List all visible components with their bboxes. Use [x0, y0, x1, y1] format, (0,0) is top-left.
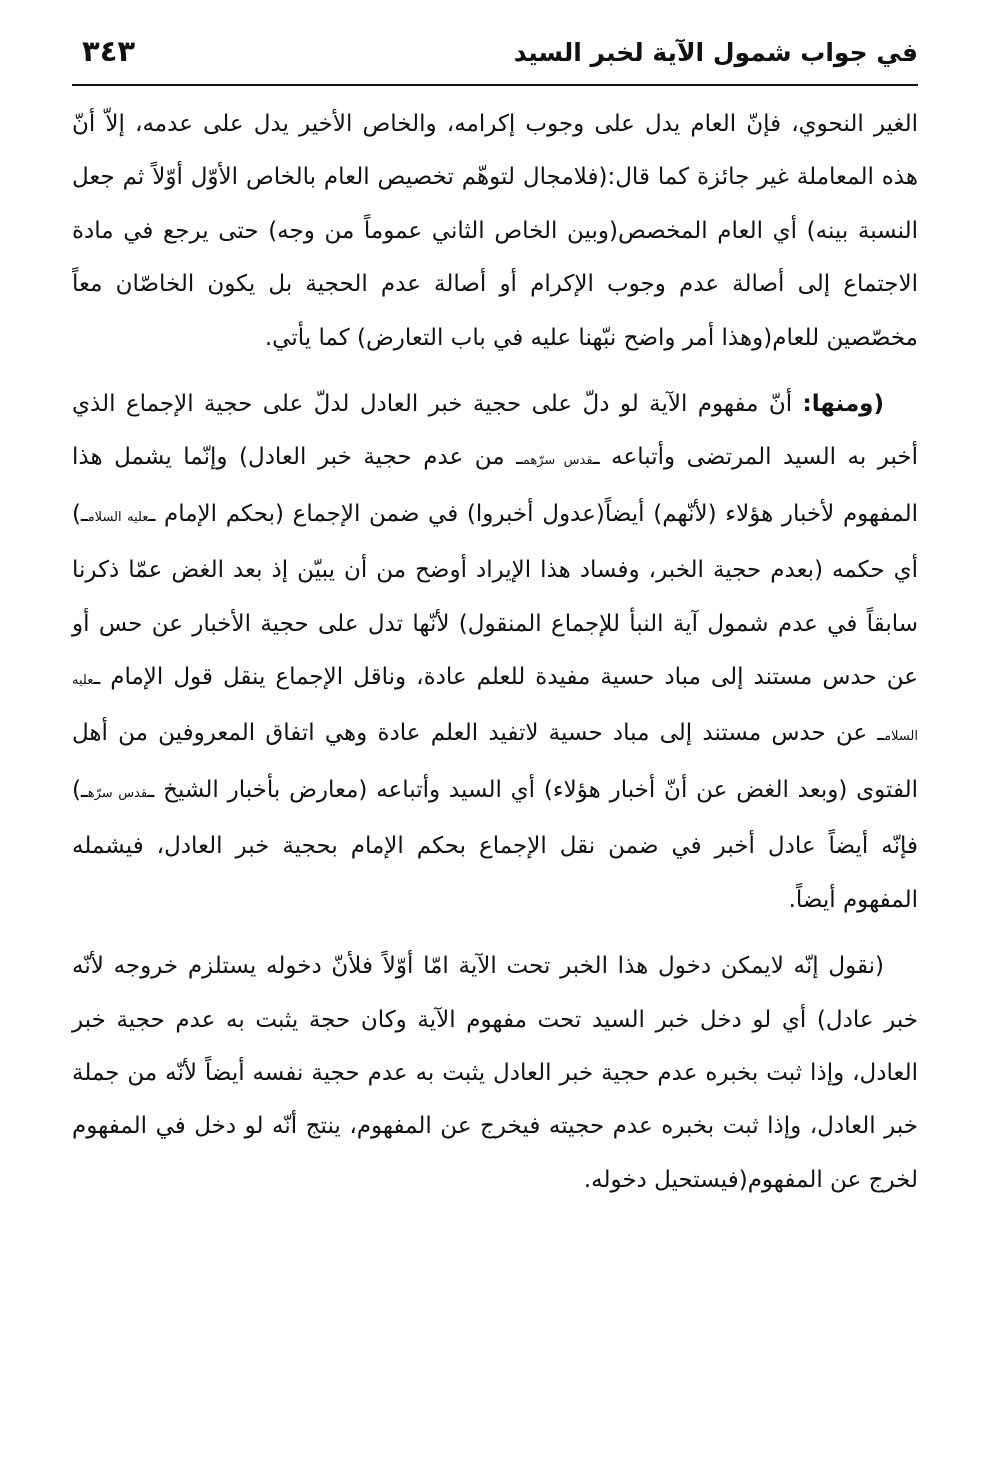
page-number: ٣٤٣	[82, 34, 136, 68]
paragraph-2-part2: ـ من عدم حجية خبر العادل) وإنّما يشمل هذا المفهوم لأخبار هؤلاء (لأنّهم) أيضاً(عدول أخبروا) في ضمن الإجماع (بحكم الإمام ـ	[72, 444, 918, 527]
honorific-3: عليه السلام	[72, 673, 918, 745]
paragraph-3-text: (نقول إنّه لايمكن دخول هذا الخبر تحت الآية امّا أوّلاً فلأنّ دخوله يستلزم خروجه لأنّه خبر عادل) أي لو دخل خبر السيد تحت مفهوم الآية وكان حجة يثبت به عدم حجية خبر العادل، وإذا ثبت بخبره عدم حجية خبر العادل يثبت به عدم حجية نفسه أيضاً لأنّه من جملة خبر العادل، وإذا ثبت بخبره عدم حجيته فيخرج عن المفهوم، ينتج أنّه لو دخل في المفهوم لخرج عن المفهوم(فيستحيل دخوله.	[72, 953, 918, 1193]
header-title: في جواب شمول الآية لخبر السيد	[513, 38, 918, 67]
paragraph-1	[72, 98, 918, 365]
paragraph-2-part3: ـ) أي حكمه (بعدم حجية الخبر، وفساد هذا الإيراد أوضح من أن يبيّن إذ بعد الغض عمّا ذكرنا سابقاً في عدم شمول آية النبأ للإجماع المنقول) لأنّها تدل على حجية الأخبار عن حس أو عن حدس مستند إلى مباد حسية مفيدة للعلم عادة، وناقل الإجماع ينقل قول الإمام ـ	[72, 500, 918, 691]
honorific-4: قدس سرّه	[87, 785, 148, 801]
body-text	[72, 98, 918, 1207]
paragraph-2-part5: ـ) فإنّه أيضاً عادل أخبر في ضمن نقل الإجماع بحكم الإمام بحجية خبر العادل، فيشمله المفهوم أيضاً.	[72, 776, 918, 913]
running-header	[72, 28, 918, 86]
paragraph-2-part4: ـ عن حدس مستند إلى مباد حسية لاتفيد العلم عادة وهي اتفاق المعروفين من أهل الفتوى (وبعد الغض عن أنّ أخبار هؤلاء) أي السيد وأتباعه (معارض بأخبار الشيخ ـ	[72, 720, 918, 803]
book-page	[72, 28, 918, 1438]
paragraph-1-text: الغير النحوي، فإنّ العام يدل على وجوب إكرامه، والخاص الأخير يدل على عدمه، إلاّ أنّ هذه المعاملة غير جائزة كما قال:(فلامجال لتوهّم تخصيص العام بالخاص الأوّل أوّلاً ثم جعل النسبة بينه) أي العام المخصص(وبين الخاص الثاني عموماً من وجه) حتى يرجع في مادة الاجتماع إلى أصالة عدم وجوب الإكرام أو أصالة عدم الحجية بل يكون الخاصّان معاً مخصّصين للعام(وهذا أمر واضح نبّهنا عليه في باب التعارض) كما يأتي.	[72, 111, 918, 351]
paragraph-2-part1: أنّ مفهوم الآية لو دلّ على حجية خبر العادل لدلّ على حجية الإجماع الذي أخبر به السيد المرتضى وأتباعه ـ	[72, 391, 918, 471]
paragraph-2-lead: (ومنها:	[802, 391, 884, 418]
paragraph-2	[72, 378, 918, 927]
honorific-2: عليه السلام	[87, 509, 149, 525]
paragraph-3	[72, 940, 918, 1207]
honorific-1: قدس سرّهم	[522, 453, 593, 469]
